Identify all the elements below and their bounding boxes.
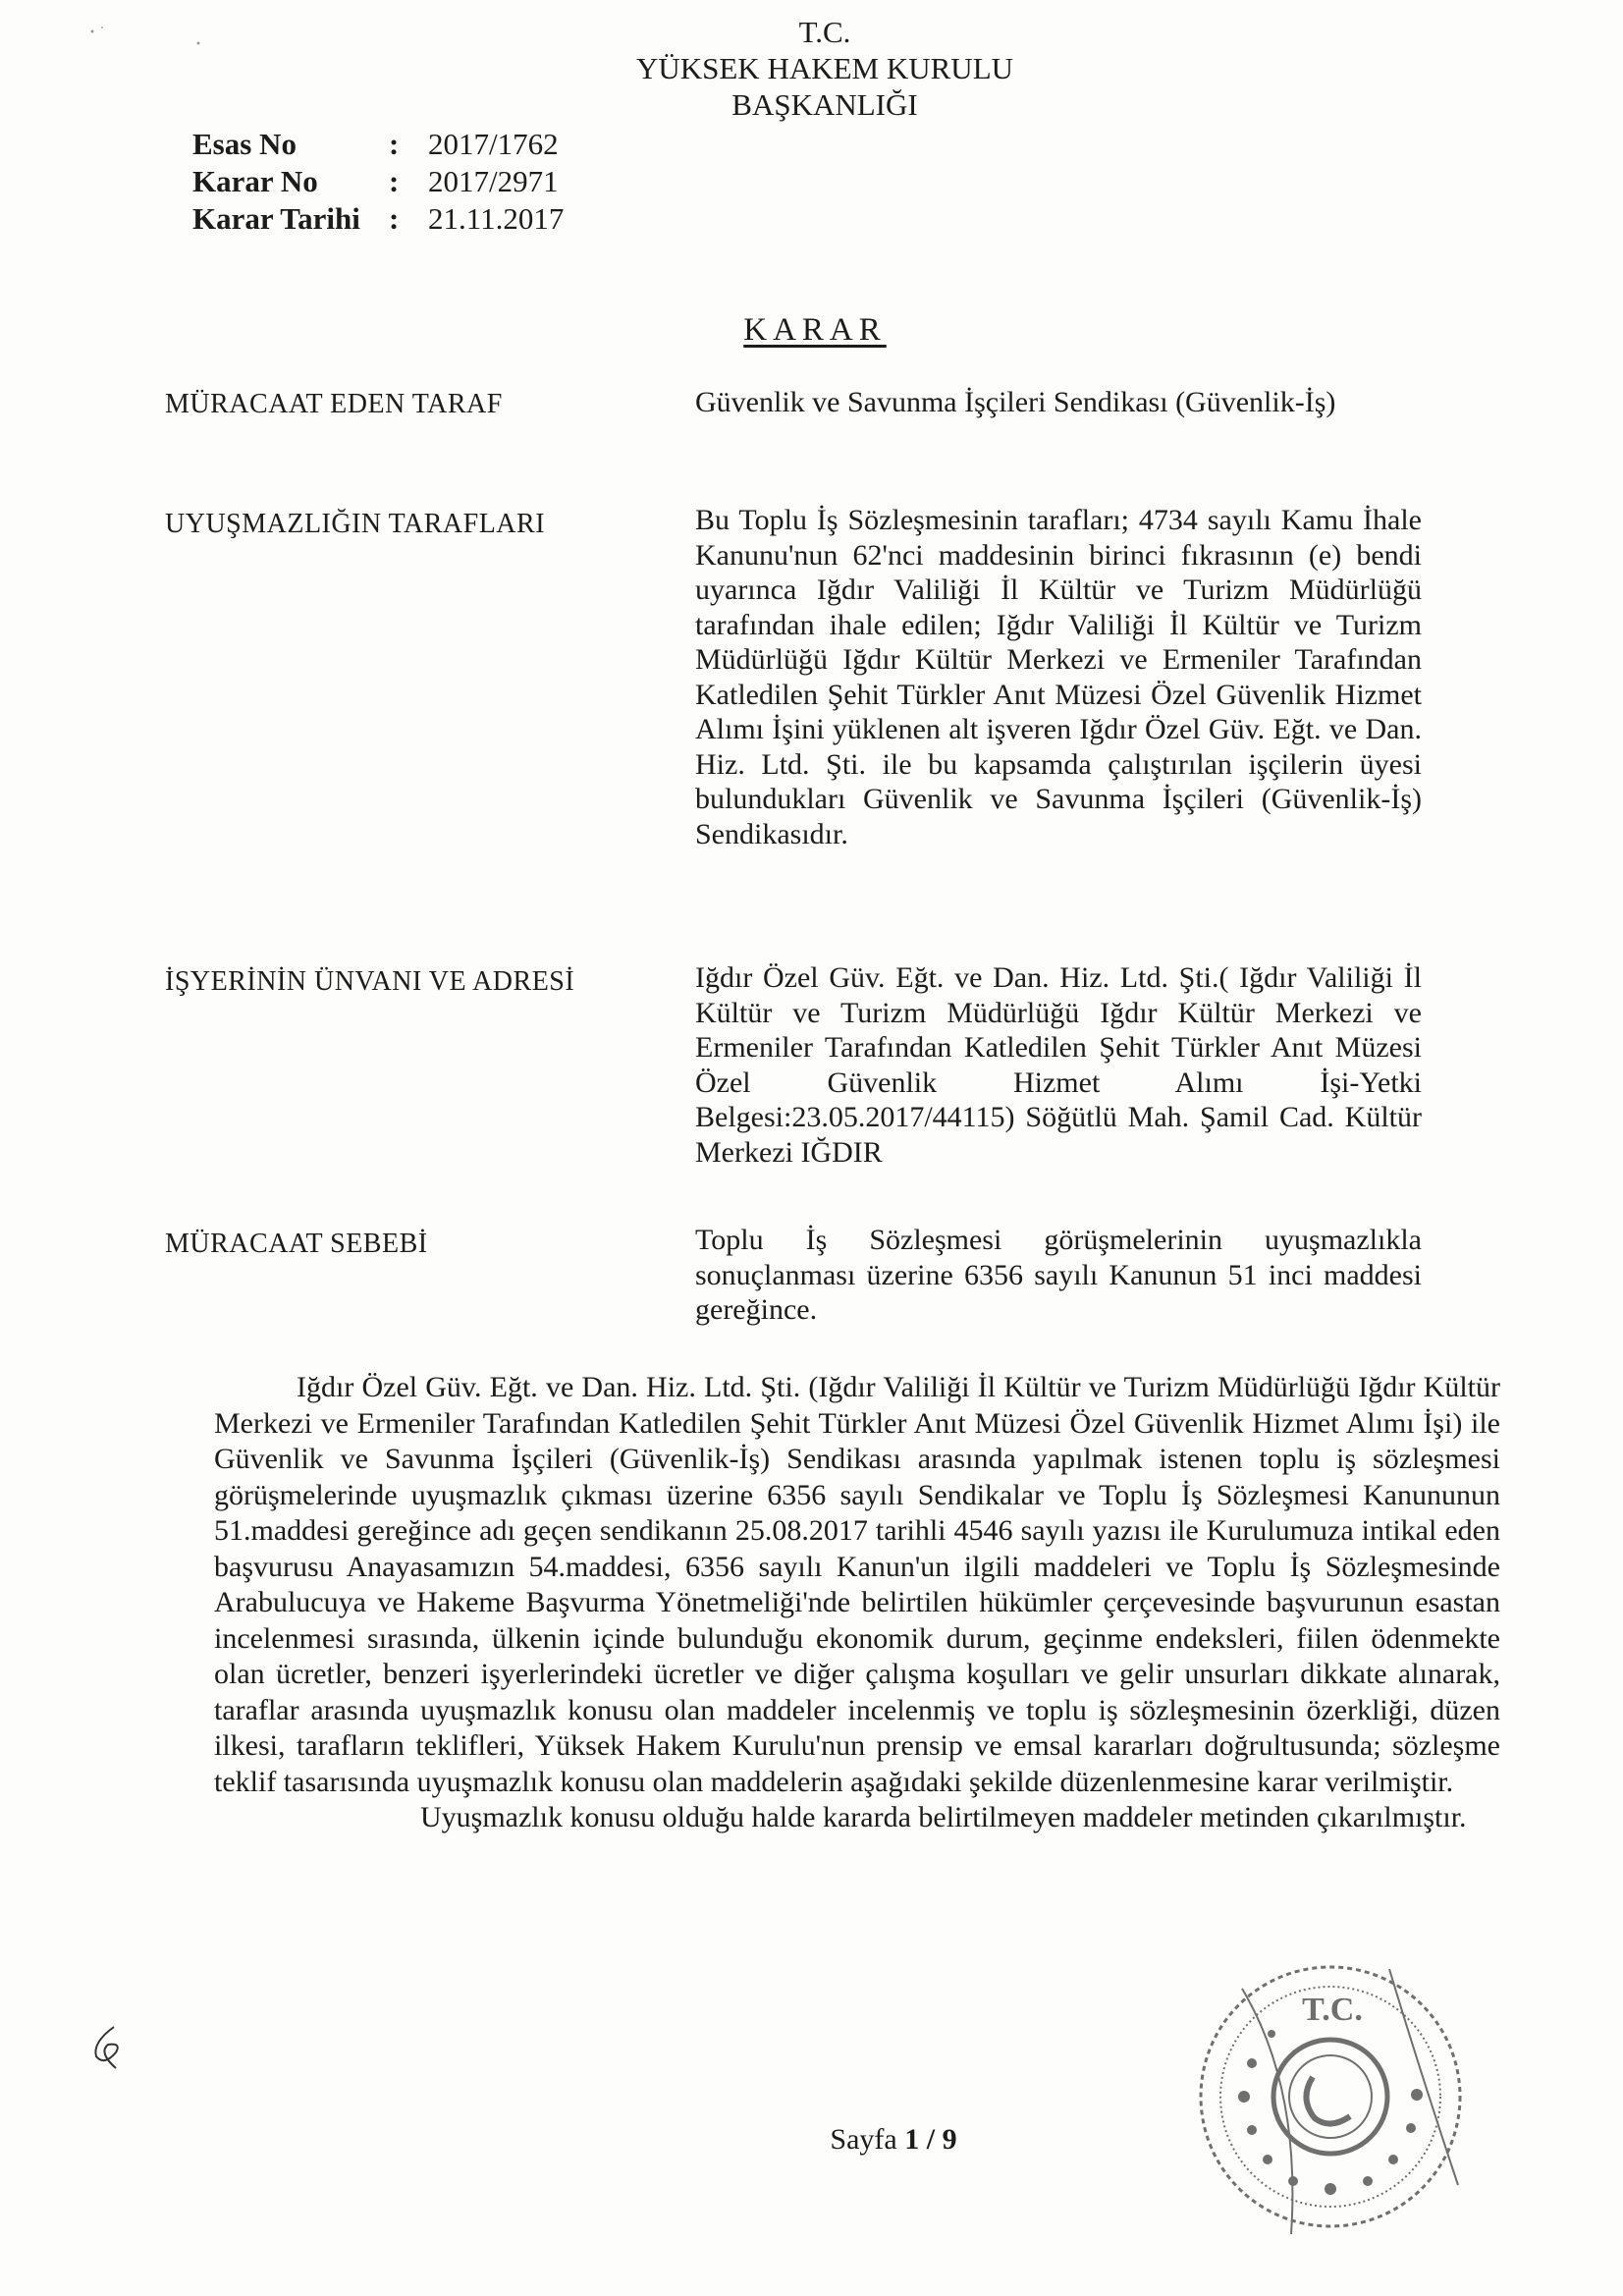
section-label: UYUŞMAZLIĞIN TARAFLARI: [165, 509, 546, 539]
meta-row-karar-no: [192, 163, 564, 200]
scan-speck-icon: [86, 20, 126, 39]
page-prefix: Sayfa: [830, 2123, 897, 2156]
document-header: [550, 14, 1100, 123]
section-text: Iğdır Özel Güv. Eğt. ve Dan. Hiz. Ltd. Şti.( Iğdır Valiliği İl Kültür ve Turizm Müdürlüğü Iğdır Kültür Merkezi ve Ermeniler Tarafından Katledilen Şehit Türkler Anıt Müzesi Özel Güvenlik Hizmet Alımı İşi-Yetki Belgesi:23.05.2017/44115) Söğütlü Mah. Şamil Cad. Kültür Merkezi IĞDIR: [695, 961, 1422, 1169]
meta-separator: :: [389, 164, 400, 198]
section-text: Bu Toplu İş Sözleşmesinin tarafları; 4734 sayılı Kamu İhale Kanunu'nun 62'nci maddesinin birinci fıkrasının (e) bendi uyarınca Iğdır Valiliği İl Kültür ve Turizm Müdürlüğü tarafından ihale edilen; Iğdır Valiliği İl Kültür ve Turizm Müdürlüğü Iğdır Kültür Merkezi ve Ermeniler Tarafından Katledilen Şehit Türkler Anıt Müzesi Özel Güvenlik Hizmet Alımı İşini yüklenen alt işveren Iğdır Özel Güv. Eğt. ve Dan. Hiz. Ltd. Şti. ile bu kapsamda çalıştırılan işçilerin üyesi bulundukları Güvenlik ve Savunma İşçileri (Güvenlik-İş) Sendikasıdır.: [695, 504, 1422, 850]
section-label: İŞYERİNİN ÜNVANI VE ADRESİ: [165, 966, 575, 997]
decision-title: KARAR: [743, 312, 887, 348]
body-paragraph: Iğdır Özel Güv. Eğt. ve Dan. Hiz. Ltd. Şti. (Iğdır Valiliği İl Kültür ve Turizm Müdürlüğü Iğdır Kültür Merkezi ve Ermeniler Tarafından Katledilen Şehit Türkler Anıt Müzesi Özel Güvenlik Hizmet Alımı İşi) ile Güvenlik ve Savunma İşçileri (Güvenlik-İş) Sendikası arasında yapılmak istenen toplu iş sözleşmesi görüşmelerinde uyuşmazlık çıkması üzerine 6356 sayılı Sendikalar ve Toplu İş Sözleşmesi Kanununun 51.maddesi gereğince adı geçen sendikanın 25.08.2017 tarihli 4546 sayılı yazısı ile Kurulumuza intikal eden başvurusu Anayasamızın 54.maddesi, 6356 sayılı Kanun'un ilgili maddeleri ve Toplu İş Sözleşmesinde Arabulucuya ve Hakeme Başvurma Yönetmeliği'nde belirtilen hükümler çerçevesinde başvurunun esastan incelenmesi sırasında, ülkenin içinde bulunduğu ekonomik durum, geçinme endeksleri, fiilen ödenmekte olan ücretler, benzeri işyerlerindeki ücretler ve diğer çalışma koşulları ve gelir unsurları dikkate alınarak, taraflar arasında uyuşmazlık konusu olan maddeler incelenmiş ve toplu iş sözleşmesinin özerkliği, düzen ilkesi, tarafların teklifleri, Yüksek Hakem Kurulu'nun prensip ve emsal kararları doğrultusunda; sözleşme teklif tasarısında uyuşmazlık konusu olan maddelerin aşağıdaki şekilde düzenlenmesine karar verilmiştir.: [214, 1371, 1500, 1798]
page-number: [766, 2123, 1021, 2157]
page-count: 1 / 9: [904, 2123, 957, 2156]
meta-label: Karar No: [192, 164, 318, 198]
handwritten-initial-icon: [86, 2023, 126, 2072]
section-label: MÜRACAAT SEBEBİ: [165, 1229, 428, 1259]
meta-separator: :: [389, 201, 400, 236]
meta-label: Esas No: [192, 127, 297, 161]
meta-value: 2017/2971: [428, 164, 559, 198]
meta-row-karar-tarihi: [192, 200, 564, 238]
seal-text: T.C.: [1302, 1992, 1363, 2028]
section-text: Güvenlik ve Savunma İşçileri Sendikası (Güvenlik-İş): [695, 386, 1336, 418]
meta-value: 21.11.2017: [428, 201, 565, 236]
meta-separator: :: [389, 127, 400, 161]
meta-row-esas-no: [192, 126, 564, 163]
decision-body: [214, 1370, 1500, 1836]
section-label: MÜRACAAT EDEN TARAF: [165, 389, 503, 419]
meta-value: 2017/1762: [428, 127, 559, 161]
header-line-2: YÜKSEK HAKEM KURULU: [635, 51, 1014, 85]
scan-speck-icon: [192, 37, 204, 49]
case-meta: [192, 126, 564, 238]
meta-label: Karar Tarihi: [192, 201, 360, 236]
header-line-1: T.C.: [798, 15, 851, 49]
official-seal-icon: [1183, 1949, 1478, 2244]
body-paragraph: Uyuşmazlık konusu olduğu halde kararda belirtilmeyen maddeler metinden çıkarılmıştır.: [420, 1801, 1467, 1833]
section-text: Toplu İş Sözleşmesi görüşmelerinin uyuşmazlıkla sonuçlanması üzerine 6356 sayılı Kanunun 51 inci maddesi gereğince.: [695, 1224, 1422, 1326]
header-line-3: BAŞKANLIĞI: [731, 87, 918, 122]
